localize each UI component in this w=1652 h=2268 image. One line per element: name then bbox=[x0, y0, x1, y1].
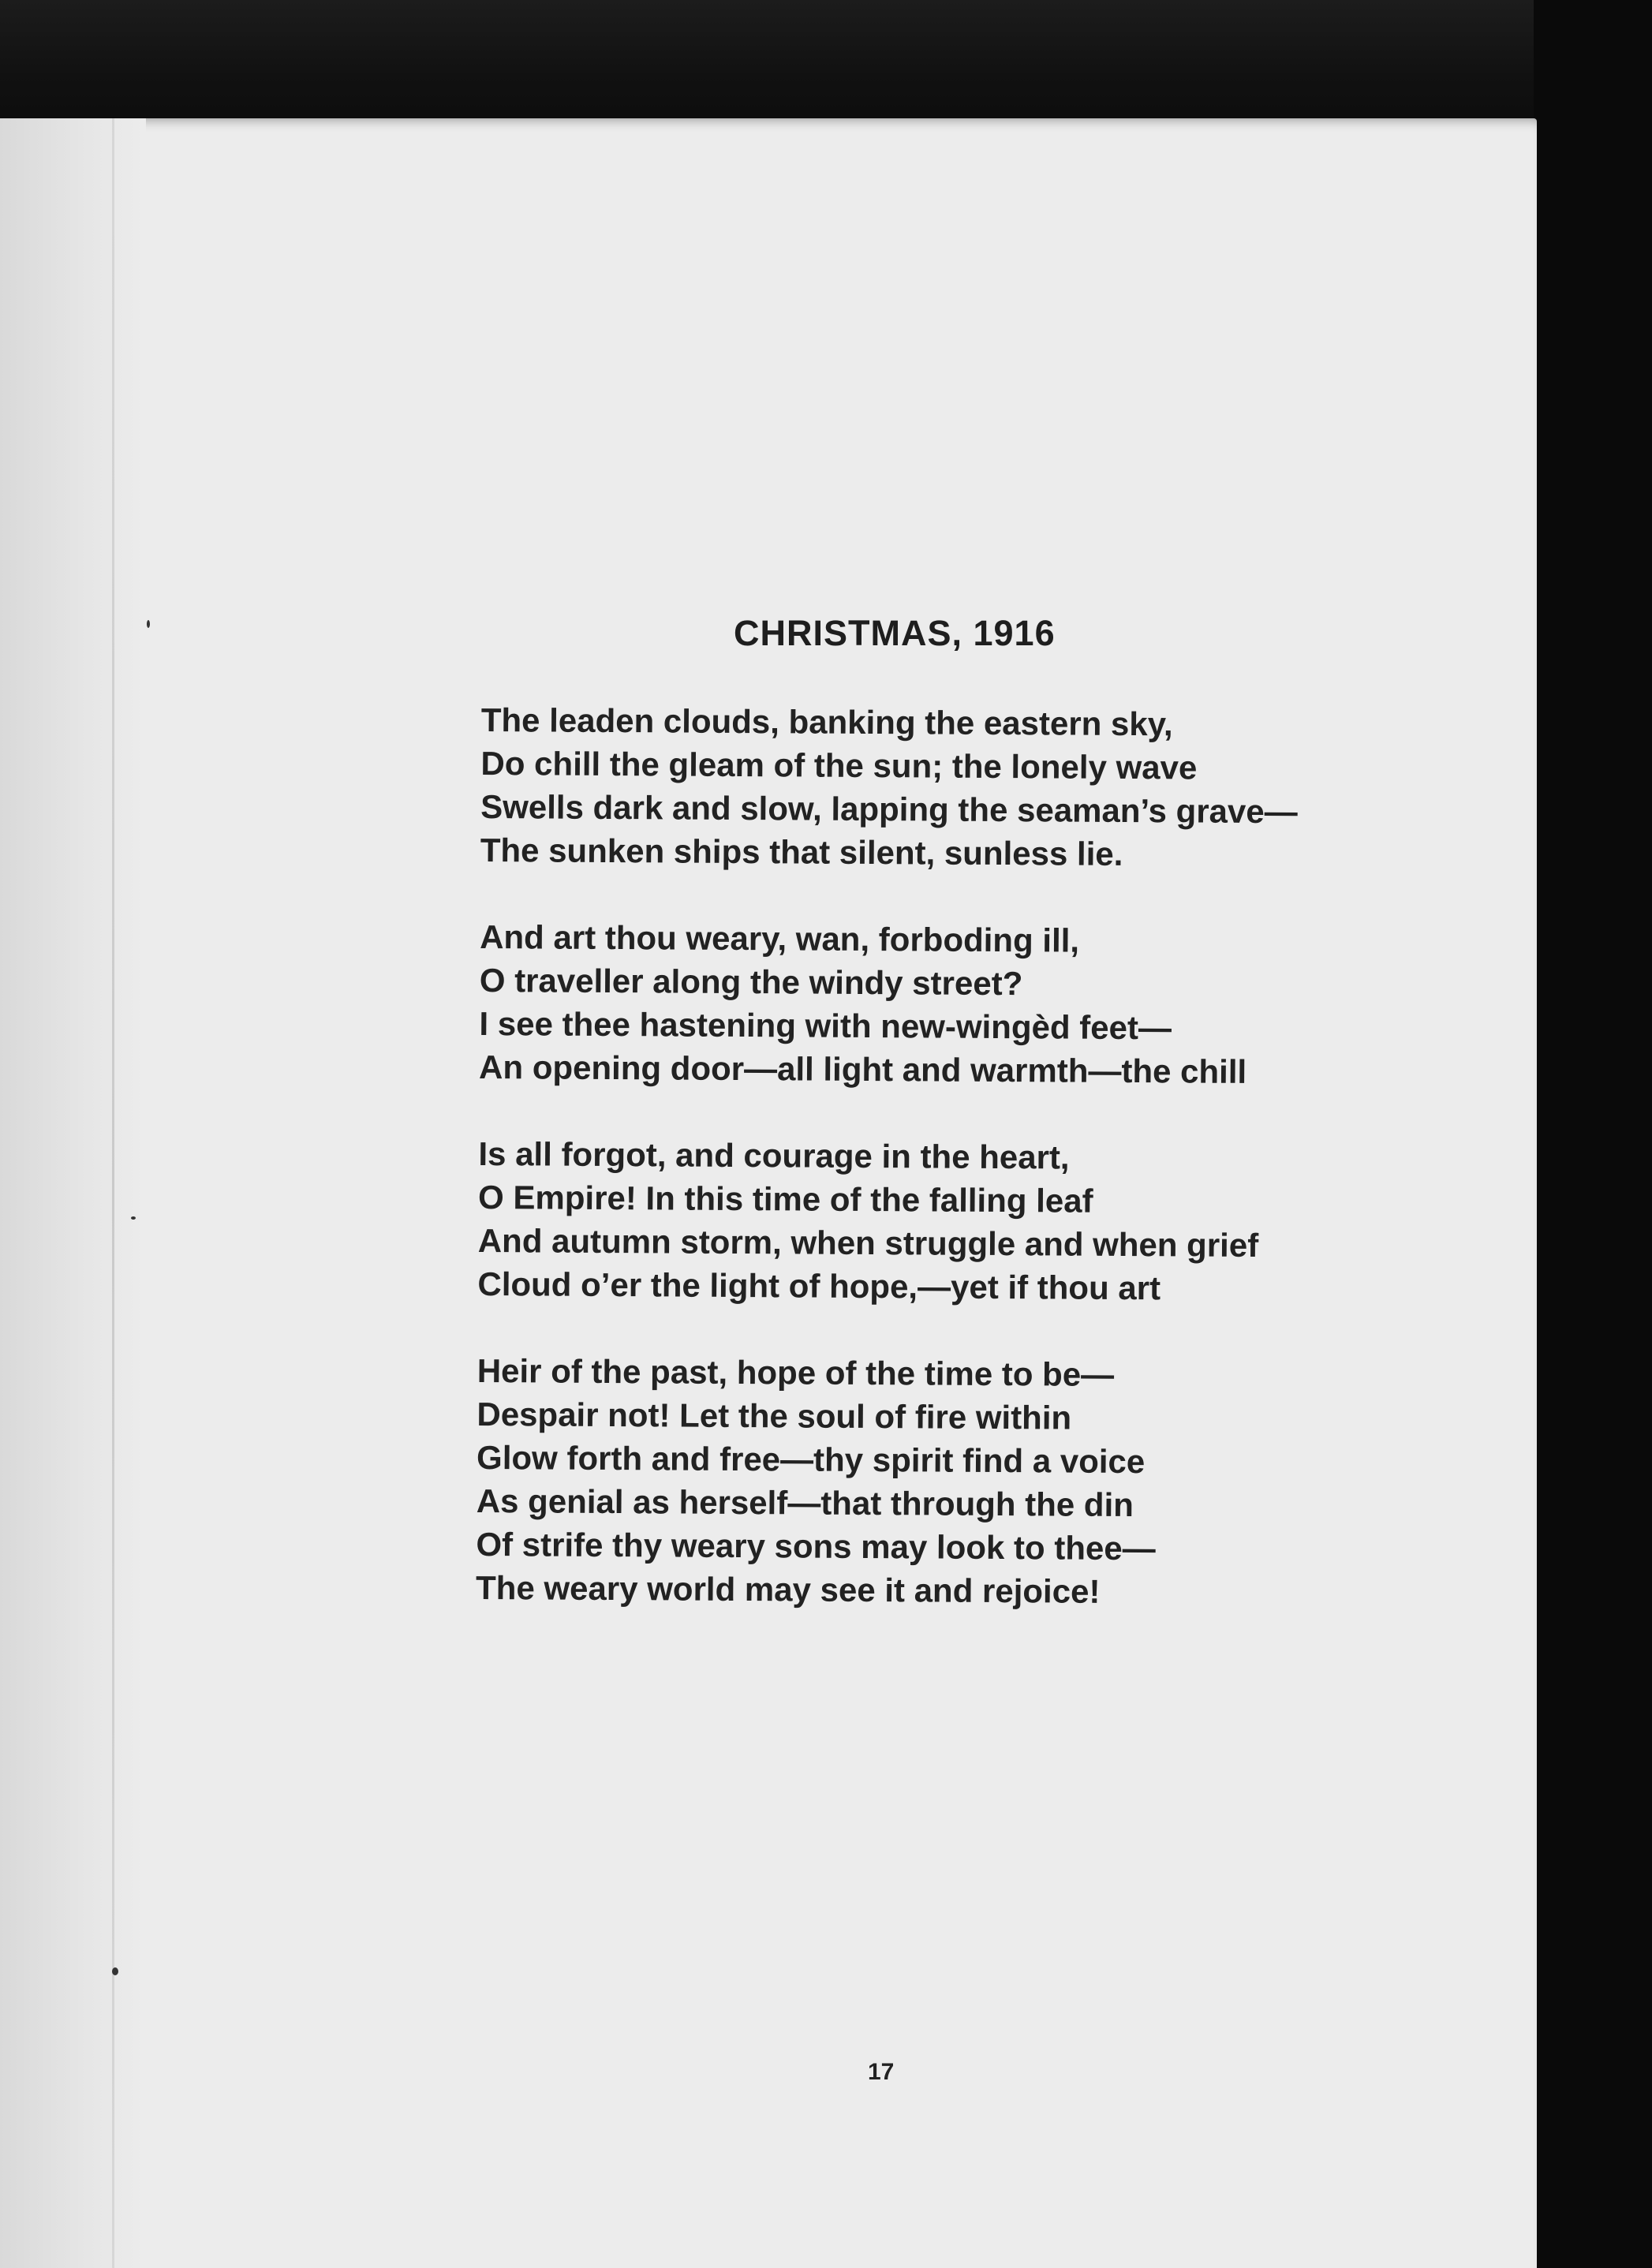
page-number: 17 bbox=[868, 2059, 895, 2085]
gutter-fold-line bbox=[112, 118, 114, 2268]
paper-speck bbox=[147, 620, 150, 628]
poem-title: CHRISTMAS, 1916 bbox=[734, 613, 1056, 653]
poem-line: Despair not! Let the soul of fire within bbox=[477, 1395, 1072, 1437]
poem-line: The weary world may see it and rejoice! bbox=[475, 1568, 1101, 1610]
stanza-2 bbox=[479, 915, 1379, 1094]
page-gutter bbox=[0, 118, 146, 2268]
scan-top-edge bbox=[0, 0, 1652, 126]
stanza-3 bbox=[477, 1132, 1377, 1311]
paper-speck bbox=[112, 1967, 118, 1975]
poem-line: And autumn storm, when struggle and when grief bbox=[477, 1221, 1259, 1265]
poem-line: Swells dark and slow, lapping the seaman’s grave— bbox=[480, 787, 1298, 831]
poem-body bbox=[476, 698, 1381, 1658]
scan-right-edge bbox=[1534, 0, 1652, 2268]
poem-line: The leaden clouds, banking the eastern sky, bbox=[480, 701, 1173, 743]
poem-line: O Empire! In this time of the falling leaf bbox=[477, 1178, 1093, 1220]
poem-line: And art thou weary, wan, forboding ill, bbox=[480, 917, 1080, 959]
paper-speck bbox=[131, 1216, 136, 1220]
poem-line: Cloud o’er the light of hope,—yet if thou art bbox=[477, 1265, 1161, 1307]
book-page bbox=[0, 118, 1537, 2268]
stanza-4 bbox=[476, 1349, 1377, 1615]
poem-line: Is all forgot, and courage in the heart, bbox=[478, 1134, 1070, 1176]
poem-line: Glow forth and free—thy spirit find a voice bbox=[476, 1438, 1146, 1481]
poem-line: I see thee hastening with new-wingèd feet— bbox=[479, 1004, 1172, 1047]
poem-line: Of strife thy weary sons may look to thee— bbox=[476, 1525, 1156, 1567]
poem-line: O traveller along the windy street? bbox=[479, 961, 1023, 1003]
poem-line: Do chill the gleam of the sun; the lonely wave bbox=[480, 744, 1198, 787]
poem-line: As genial as herself—that through the din bbox=[476, 1481, 1134, 1524]
poem-line: The sunken ships that silent, sunless lie. bbox=[480, 831, 1123, 872]
poem-line: Heir of the past, hope of the time to be— bbox=[477, 1351, 1115, 1393]
poem-line: An opening door—all light and warmth—the chill bbox=[479, 1048, 1247, 1090]
stanza-1 bbox=[480, 698, 1381, 877]
